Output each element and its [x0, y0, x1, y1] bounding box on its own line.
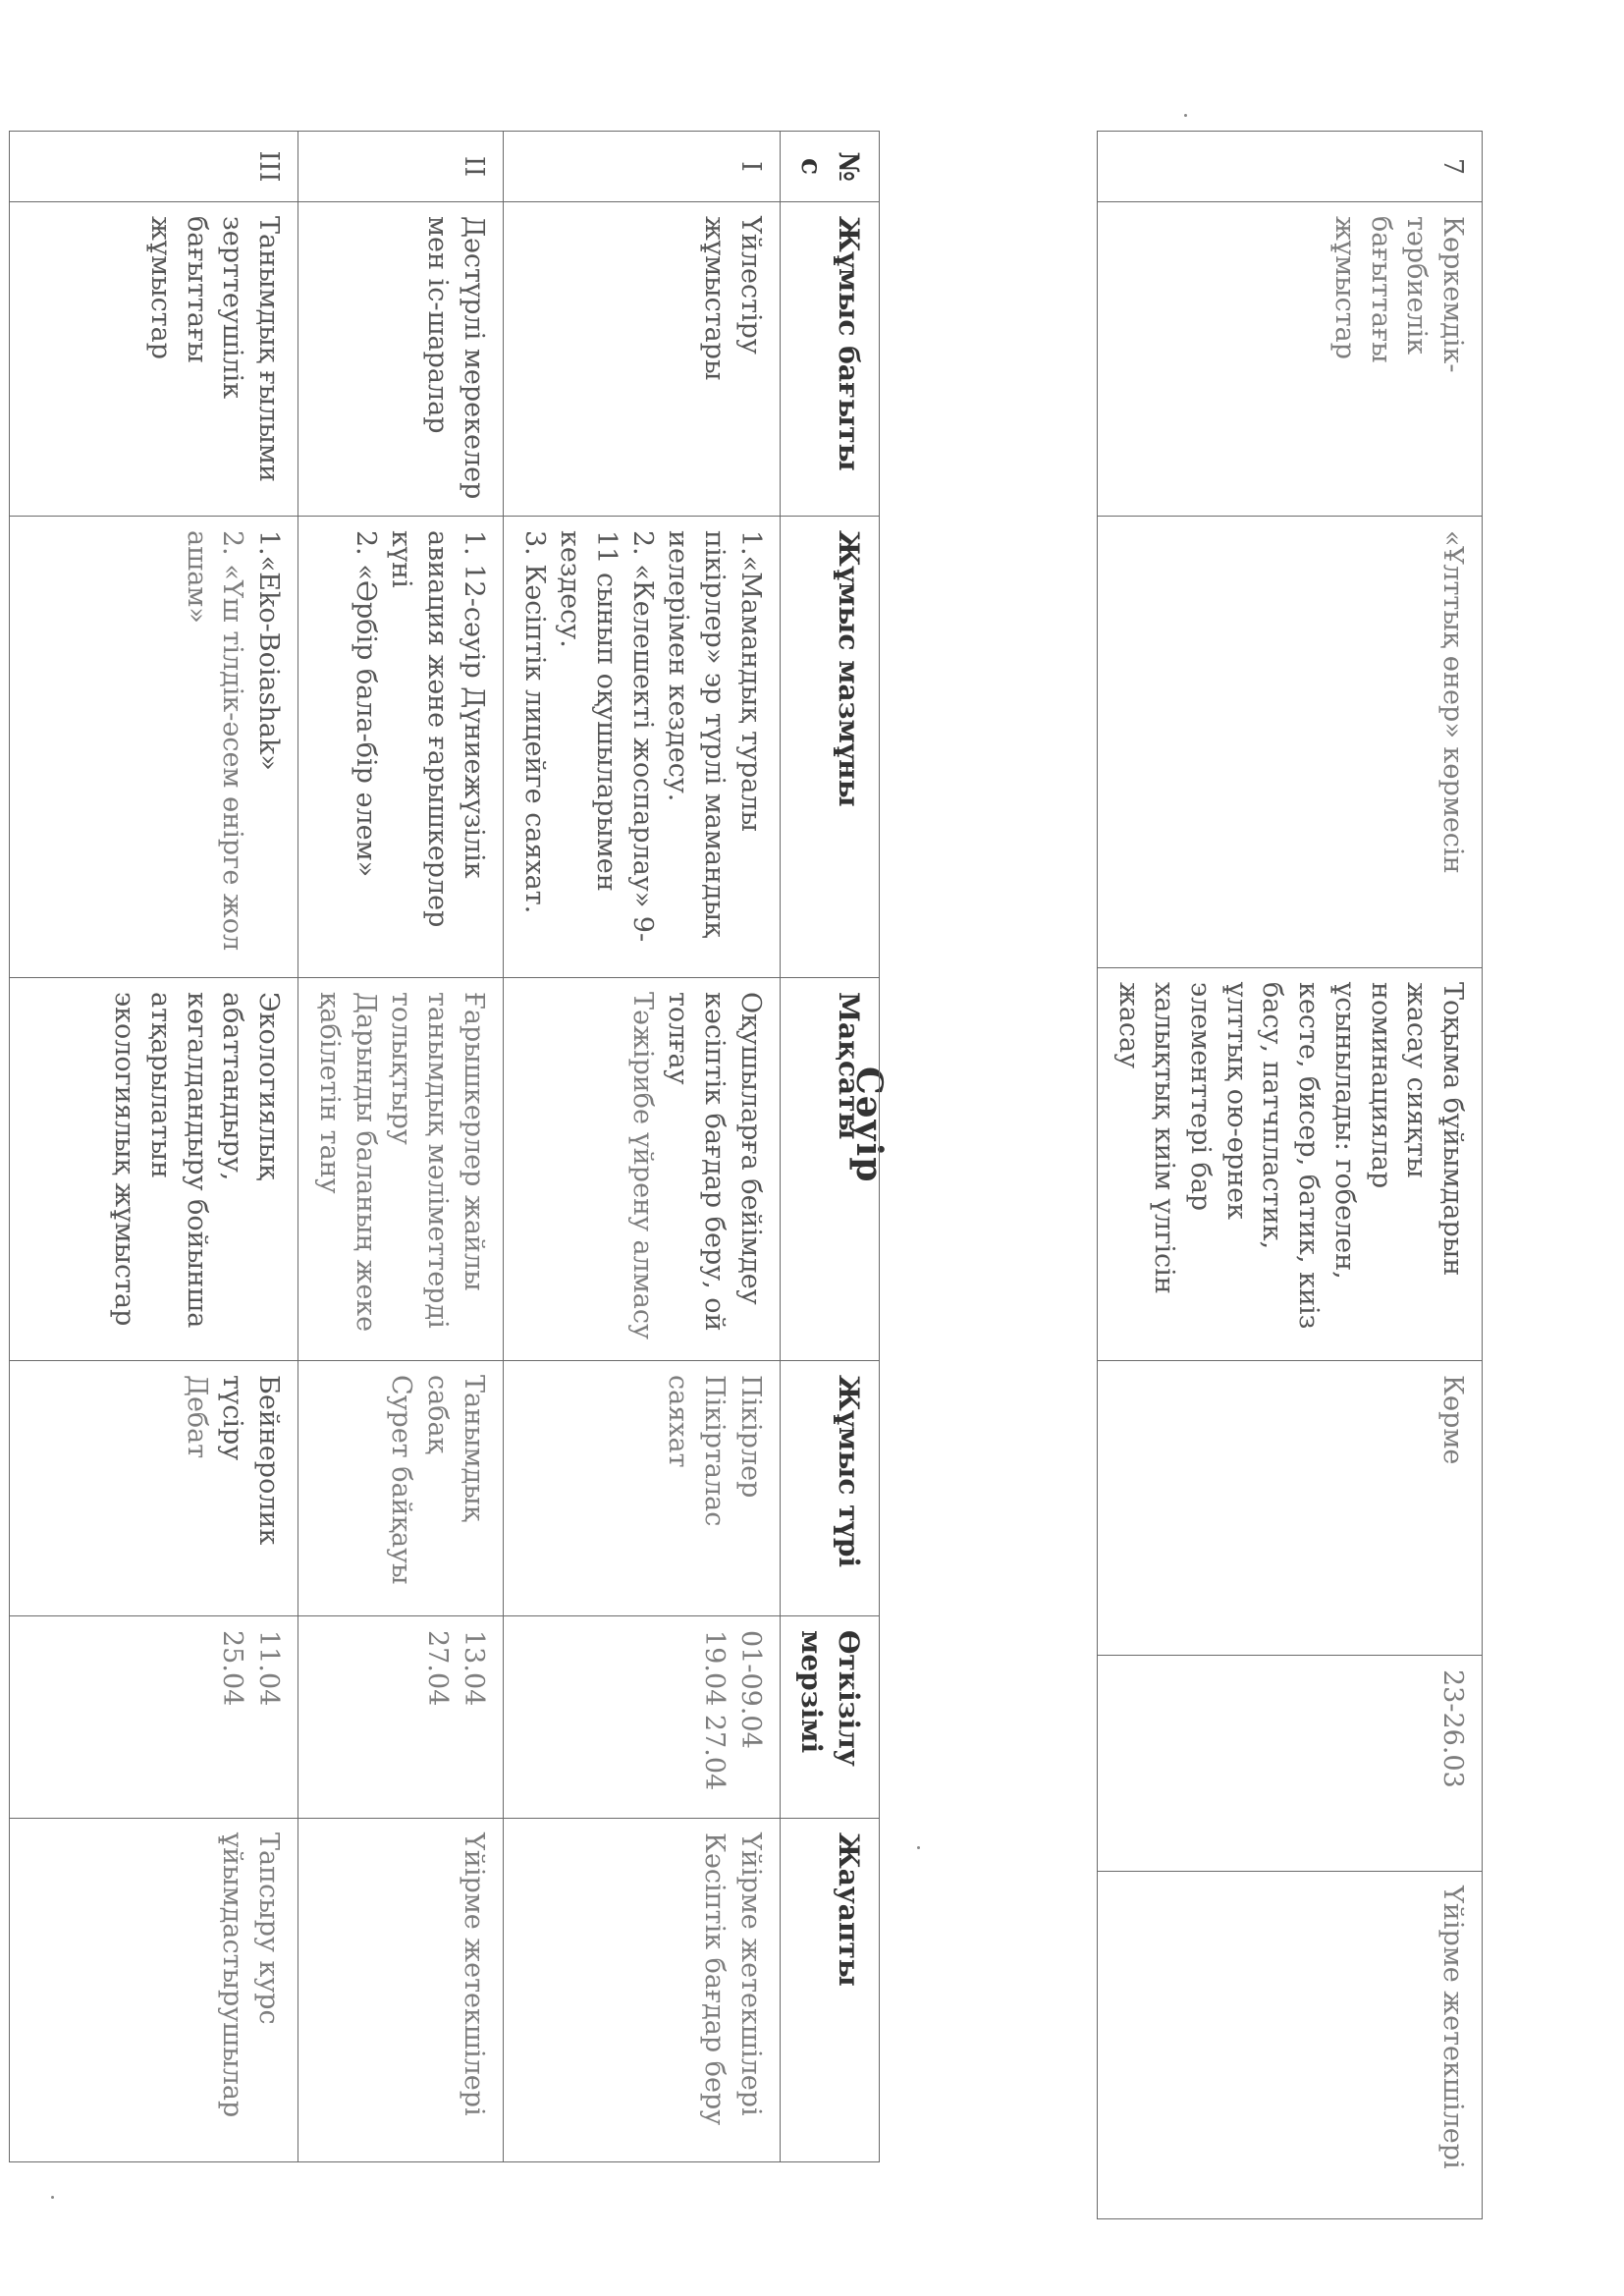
- header-direction: Жұмыс бағыты: [780, 202, 879, 517]
- row-number: I: [503, 132, 780, 202]
- row-number: III: [10, 132, 298, 202]
- top-table: [1112, 131, 1483, 2218]
- topic-item: 2. «Әрбір бала-бір әлем»: [350, 530, 381, 878]
- goal-item: Дарынды баланың жеке қабілетін тану: [313, 992, 381, 1333]
- month-title: Сәуір: [848, 1066, 890, 1183]
- work-topic: «Ұлттық өнер» көрмесін: [1097, 517, 1482, 968]
- scan-speck: [1184, 114, 1187, 117]
- header-num: №с: [780, 132, 879, 202]
- work-goal: [298, 978, 504, 1361]
- work-responsible: Үйірме жетекшілері: [1097, 1872, 1482, 2219]
- header-goal: Мақсаты: [780, 978, 879, 1361]
- topic-item: 2. «Келешекті жоспарлау» 9-11 сынып оқушыларымен кездесу.: [555, 530, 658, 943]
- work-goal: Тоқыма бұйымдарын жасау сияқты номинациялар ұсынылады: гобелен, кесте, бисер, батик, киіз басу, патчпластик, ұлттық ою-өрнек элементтері бар халықтық киім үлгісін жасау: [1097, 968, 1482, 1361]
- goal-item: Тәжірибе үйрену алмасу: [626, 992, 658, 1339]
- topic-item: 3. Кәсіптік лицейге саяхат.: [518, 530, 550, 914]
- form-item: Пікірталас саяхат: [663, 1375, 731, 1527]
- work-direction: Танымдық ғылыми зерттеушілік бағыттағы жұмыстар: [10, 202, 298, 517]
- work-date: [298, 1616, 504, 1819]
- topic-item: 1.«Eko-Boiashak»: [253, 530, 285, 771]
- header-topic: Жұмыс мазмұны: [780, 517, 879, 978]
- work-goal: [503, 978, 780, 1361]
- header-responsible: Жауапты: [780, 1819, 879, 2162]
- table-row: [298, 132, 504, 2162]
- work-form: Көрме: [1097, 1361, 1482, 1656]
- scan-speck: [917, 1846, 920, 1849]
- top-table-row: [1097, 132, 1482, 2219]
- table-row: [503, 132, 780, 2162]
- work-date: [10, 1616, 298, 1819]
- work-direction: Үйлестіру жұмыстары: [503, 202, 780, 517]
- work-topic: [10, 517, 298, 978]
- form-item: Дебат: [181, 1375, 212, 1459]
- topic-item: 1.«Мамандық туралы пікірлер» эр түрлі мамандық иелерімен кездесу.: [663, 530, 766, 938]
- work-topic: [298, 517, 504, 978]
- form-item: Танымдық сабақ: [422, 1375, 489, 1522]
- scan-speck: [51, 2196, 54, 2199]
- date-item: 01-09.04: [734, 1630, 766, 1749]
- table-row: [10, 132, 298, 2162]
- goal-item: Ғарышкерлер жайлы танымдық мәліметтерді толықтыру: [386, 992, 489, 1329]
- form-item: Бейнеролик түсіру: [217, 1375, 285, 1546]
- work-form: [10, 1361, 298, 1616]
- responsible-item: Кәсіптік бағдар беру: [699, 1832, 731, 2126]
- form-item: Сурет байқауы: [386, 1375, 417, 1585]
- work-direction: Дәстүрлі мерекелер мен іс-шаралар: [298, 202, 504, 517]
- goal-item: Оқушыларға бейімдеу кәсіптік бағдар беру, ой толғау: [663, 992, 766, 1332]
- date-item: 27.04: [422, 1630, 454, 1707]
- date-item: 25.04: [217, 1630, 248, 1707]
- topic-item: 2. «Үш тілдік-әсем өнірге жол ашам»: [181, 530, 248, 952]
- work-date: 23-26.03: [1097, 1656, 1482, 1872]
- work-responsible: [503, 1819, 780, 2162]
- header-form: Жұмыс түрі: [780, 1361, 879, 1616]
- date-item: 13.04: [458, 1630, 489, 1707]
- work-goal: Экологиялық абаттандыру, көгалдандыру бойынша атқарылатын экологиялық жұмыстар: [10, 978, 298, 1361]
- form-item: Пікірлер: [734, 1375, 766, 1499]
- main-table: [109, 131, 880, 2161]
- work-responsible: Тапсыру курс ұйымдастырушылар: [10, 1819, 298, 2162]
- header-date: Өткізілу мерзімі: [780, 1616, 879, 1819]
- responsible-item: Үйірме жетекшілері: [734, 1832, 766, 2116]
- work-form: [298, 1361, 504, 1616]
- work-direction: Көркемдік-тәрбиелік бағыттағы жұмыстар: [1097, 202, 1482, 517]
- work-topic: [503, 517, 780, 978]
- work-responsible: Үйірме жетекшілері: [298, 1819, 504, 2162]
- date-item: 11.04: [253, 1630, 285, 1707]
- work-date: [503, 1616, 780, 1819]
- row-number: II: [298, 132, 504, 202]
- work-form: [503, 1361, 780, 1616]
- date-item: 19.04 27.04: [699, 1630, 731, 1791]
- row-number: 7: [1097, 132, 1482, 202]
- table-header-row: [780, 132, 879, 2162]
- topic-item: 1. 12-сәуір Дүниежүзілік авиация және ғарышкерлер күні: [386, 530, 489, 928]
